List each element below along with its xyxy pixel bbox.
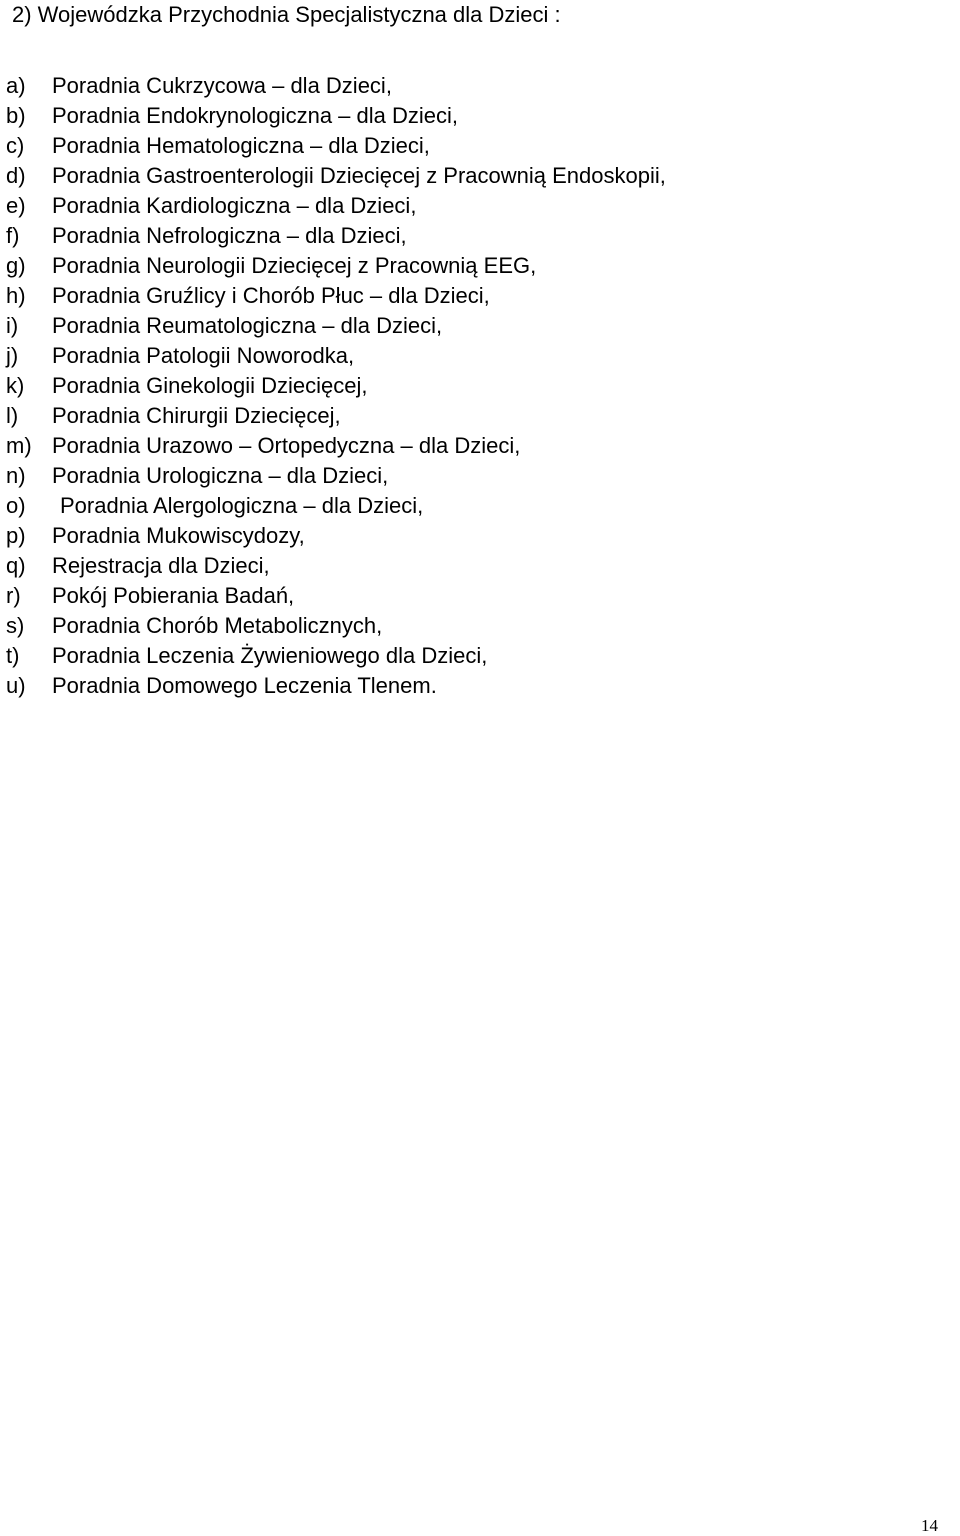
- list-marker: m): [6, 433, 32, 458]
- list-item-text: Poradnia Domowego Leczenia Tlenem.: [52, 673, 437, 698]
- list-marker: a): [6, 73, 26, 98]
- section-heading: 2) Wojewódzka Przychodnia Specjalistyczna dla Dzieci :: [12, 2, 561, 27]
- list-marker: r): [6, 583, 21, 608]
- list-marker: e): [6, 193, 26, 218]
- list-marker: p): [6, 523, 26, 548]
- list-item-text: Poradnia Gastroenterologii Dziecięcej z Pracownią Endoskopii,: [52, 163, 666, 188]
- list-item-text: Poradnia Kardiologiczna – dla Dzieci,: [52, 193, 417, 218]
- list-item-text: Poradnia Gruźlicy i Chorób Płuc – dla Dzieci,: [52, 283, 490, 308]
- list-item-text: Poradnia Nefrologiczna – dla Dzieci,: [52, 223, 407, 248]
- list-item-text: Poradnia Urologiczna – dla Dzieci,: [52, 463, 389, 488]
- list-marker: f): [6, 223, 20, 248]
- list-item-text: Poradnia Patologii Noworodka,: [52, 343, 355, 368]
- list-marker: h): [6, 283, 26, 308]
- list-marker: n): [6, 463, 26, 488]
- list-marker: q): [6, 553, 26, 578]
- list-item-text: Poradnia Ginekologii Dziecięcej,: [52, 373, 368, 398]
- list-marker: c): [6, 133, 25, 158]
- list-item-text: Poradnia Chorób Metabolicznych,: [52, 613, 383, 638]
- list-marker: k): [6, 373, 25, 398]
- list-item-text: Poradnia Reumatologiczna – dla Dzieci,: [52, 313, 443, 338]
- list-item-text: Rejestracja dla Dzieci,: [52, 553, 270, 578]
- list-item-text: Poradnia Chirurgii Dziecięcej,: [52, 403, 341, 428]
- list-marker: j): [6, 343, 19, 368]
- list-item-text: Poradnia Alergologiczna – dla Dzieci,: [60, 493, 424, 518]
- list-marker: s): [6, 613, 25, 638]
- list-item-text: Pokój Pobierania Badań,: [52, 583, 295, 608]
- list-item-text: Poradnia Urazowo – Ortopedyczna – dla Dzieci,: [52, 433, 521, 458]
- list-item-text: Poradnia Mukowiscydozy,: [52, 523, 305, 548]
- list-marker: d): [6, 163, 26, 188]
- list-item-text: Poradnia Neurologii Dziecięcej z Pracownią EEG,: [52, 253, 537, 278]
- list-marker: o): [6, 493, 26, 518]
- list-marker: l): [6, 403, 19, 428]
- list-marker: g): [6, 253, 26, 278]
- list-item-text: Poradnia Endokrynologiczna – dla Dzieci,: [52, 103, 459, 128]
- list-marker: b): [6, 103, 26, 128]
- page-number: 14: [921, 1516, 938, 1535]
- list-item-text: Poradnia Leczenia Żywieniowego dla Dzieci,: [52, 643, 488, 668]
- list-item-text: Poradnia Hematologiczna – dla Dzieci,: [52, 133, 430, 158]
- list-marker: u): [6, 673, 26, 698]
- list-item-text: Poradnia Cukrzycowa – dla Dzieci,: [52, 73, 392, 98]
- list-marker: t): [6, 643, 20, 668]
- list-marker: i): [6, 313, 19, 338]
